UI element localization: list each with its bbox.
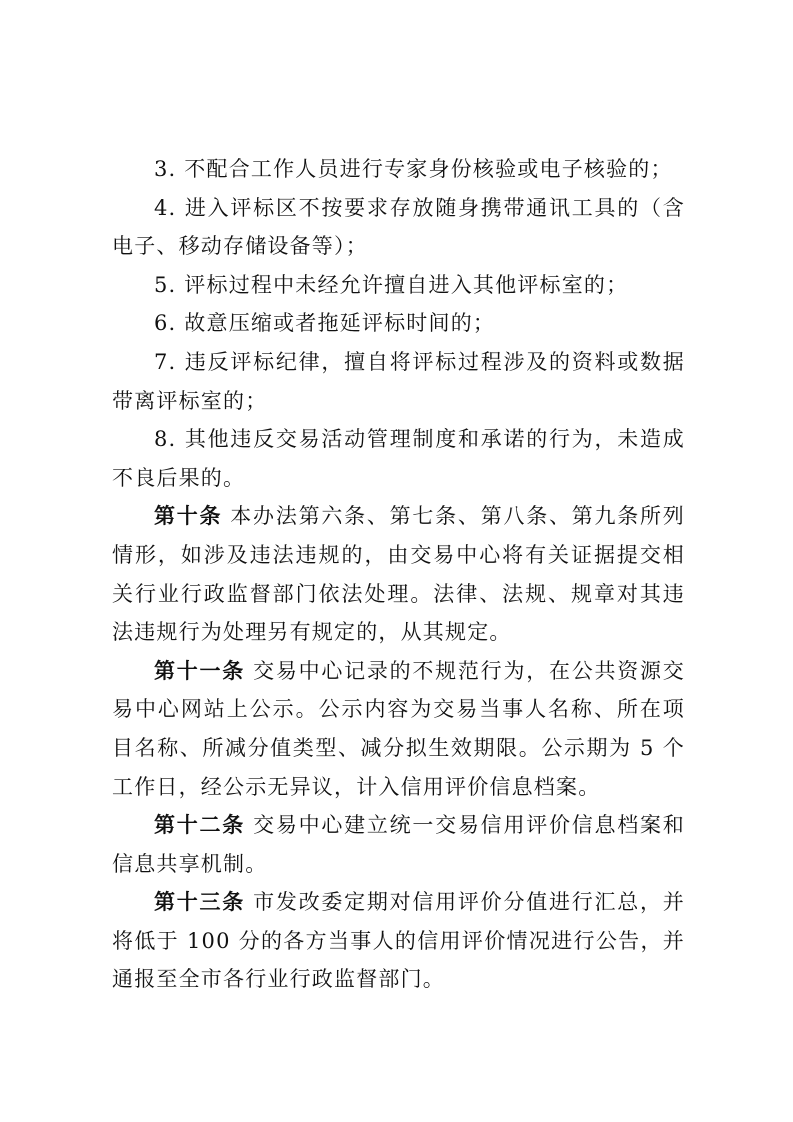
article-text: 交易中心记录的不规范行为，在公共资源交易中心网站上公示。公示内容为交易当事人名称、所在项目名称、所减分值类型、减分拟生效期限。公示期为 5 个工作日，经公示无异议，计入信用评价信息档案。: [112, 658, 685, 799]
article-paragraph: [112, 806, 685, 883]
list-item: 8. 其他违反交易活动管理制度和承诺的行为，未造成不良后果的。: [112, 427, 685, 490]
list-item: 7. 违反评标纪律，擅自将评标过程涉及的资料或数据带离评标室的；: [112, 349, 685, 413]
list-item: 5. 评标过程中未经允许擅自进入其他评标室的；: [154, 272, 629, 297]
list-item: 4. 进入评标区不按要求存放随身携带通讯工具的（含电子、移动存储设备等）；: [112, 195, 685, 259]
article-text: 交易中心建立统一交易信用评价信息档案和信息共享机制。: [112, 813, 685, 876]
article-paragraph: [112, 652, 685, 806]
article-text: 本办法第六条、第七条、第八条、第九条所列情形，如涉及违法违规的，由交易中心将有关证据提交相关行业行政监督部门依法处理。法律、法规、规章对其违法违规行为处理另有规定的，从其规定。: [112, 504, 685, 645]
list-item: 3. 不配合工作人员进行专家身份核验或电子核验的；: [154, 157, 673, 181]
article-title: 第十三条: [154, 890, 246, 915]
article-title: 第十二条: [154, 813, 246, 838]
article-paragraph: [112, 497, 685, 651]
article-text: 市发改委定期对信用评价分值进行汇总，并将低于 100 分的各方当事人的信用评价情况进行公告，并通报至全市各行业行政监督部门。: [112, 890, 685, 992]
article-title: 第十一条: [154, 658, 246, 683]
article-paragraph: [112, 883, 685, 999]
list-item: 6. 故意压缩或者拖延评标时间的；: [154, 311, 496, 336]
document-body: [112, 150, 685, 999]
article-title: 第十条: [154, 504, 223, 529]
